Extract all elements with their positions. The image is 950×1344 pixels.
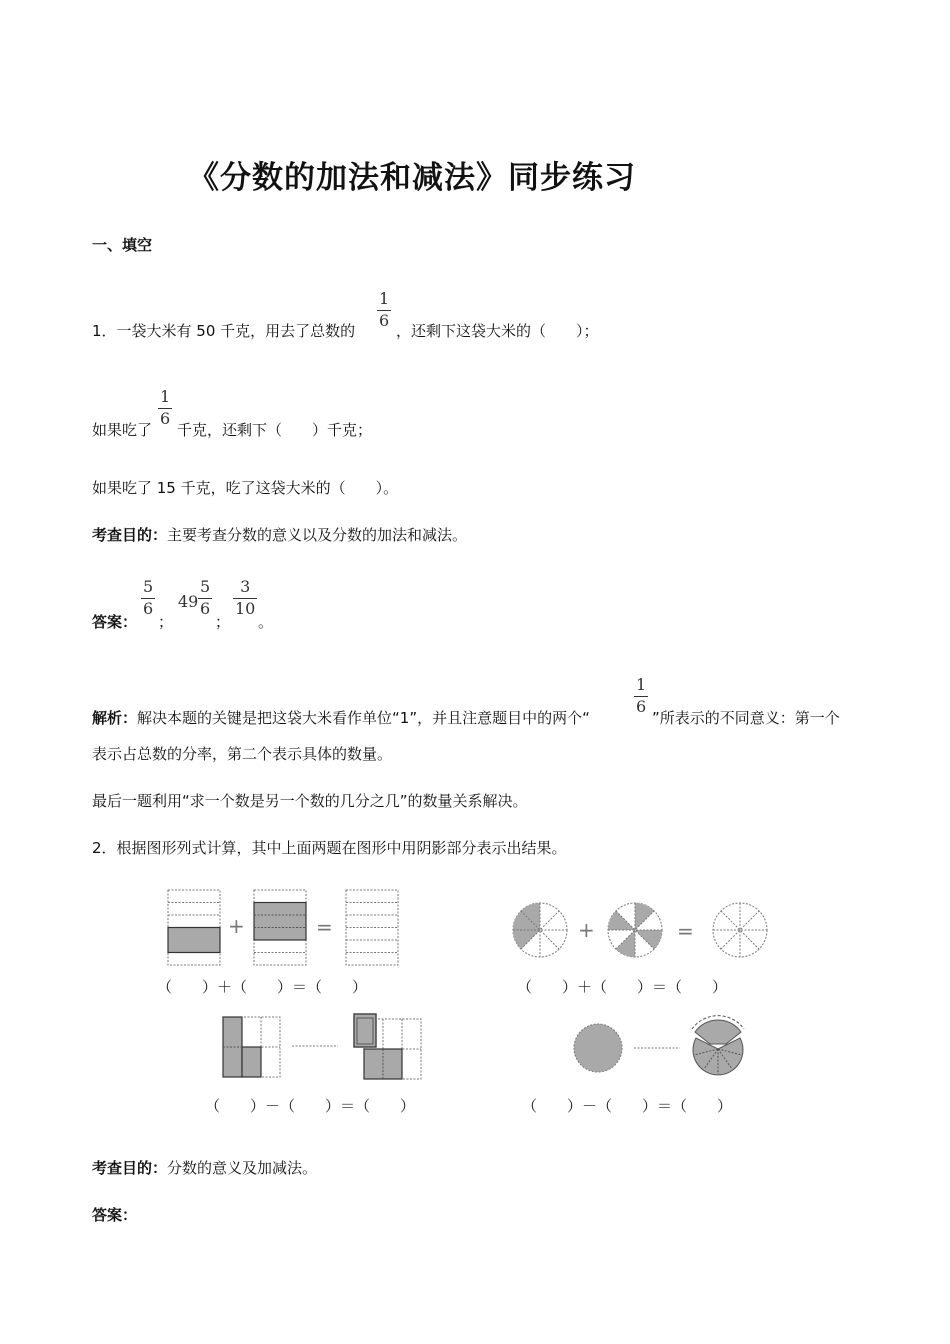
q1-line1 xyxy=(92,320,355,341)
analysis-fraction xyxy=(634,676,648,716)
purpose-label: 考查目的： xyxy=(92,1159,168,1177)
purpose-text: 主要考查分数的意义以及分数的加法和减法。 xyxy=(167,526,468,544)
eq-circle-addition: （ ）＋（ ）＝（ ） xyxy=(517,978,728,996)
purpose-2 xyxy=(92,1157,317,1178)
section-heading: 一、填空 xyxy=(92,236,153,254)
answer-whole-number: 49 xyxy=(178,592,199,611)
analysis-1-line3: 最后一题利用“求一个数是另一个数的几分之几”的数量关系解决。 xyxy=(92,792,528,810)
answer-end: 。 xyxy=(258,613,274,631)
fraction-denominator: 6 xyxy=(143,599,154,618)
answer-sep-2: ； xyxy=(215,613,231,631)
answer-fraction-3 xyxy=(233,578,257,618)
answer-sep-1: ； xyxy=(158,613,174,631)
answer-1-label: 答案： xyxy=(92,613,138,631)
analysis-label: 解析： xyxy=(92,709,138,727)
eq-circle-subtraction: （ ）－（ ）＝（ ） xyxy=(522,1097,733,1115)
analysis-1-line2: 表示占总数的分率，第二个表示具体的数量。 xyxy=(92,745,393,763)
fraction-numerator: 5 xyxy=(143,577,154,596)
eq-rect-addition: （ ）＋（ ）＝（ ） xyxy=(157,978,368,996)
q1-line3: 如果吃了 15 千克，吃了这袋大米的（ ）。 xyxy=(92,479,399,497)
svg-text:=: = xyxy=(316,915,333,939)
fraction-numerator: 1 xyxy=(160,387,171,406)
answer-2-label: 答案： xyxy=(92,1206,138,1224)
svg-text:=: = xyxy=(677,919,694,943)
q1-line2-pre: 如果吃了 xyxy=(92,421,153,439)
fraction-denominator: 6 xyxy=(636,697,647,716)
purpose-text: 分数的意义及加减法。 xyxy=(167,1159,318,1177)
page-title: 《分数的加法和减法》同步练习 xyxy=(188,160,636,196)
circle-subtraction-figure xyxy=(560,1012,760,1082)
analysis-1-line1 xyxy=(92,707,590,728)
q1-line1-post: ，还剩下这袋大米的（ ）； xyxy=(396,322,599,340)
q1-line1-pre: 1．一袋大米有 50 千克，用去了总数的 xyxy=(92,322,356,340)
svg-text:+: + xyxy=(228,914,245,938)
square-subtraction-figure xyxy=(218,1010,433,1090)
rect-addition-figure xyxy=(160,885,420,970)
q2-text: 2．根据图形列式计算，其中上面两题在图形中用阴影部分表示出结果。 xyxy=(92,839,567,857)
fraction-denominator: 6 xyxy=(160,409,171,428)
fraction-numerator: 1 xyxy=(636,675,647,694)
q1-fraction-2 xyxy=(158,388,172,428)
fraction-numerator: 3 xyxy=(240,577,251,596)
purpose-1 xyxy=(92,524,467,545)
fraction-denominator: 6 xyxy=(379,311,390,330)
circle-addition-figure xyxy=(505,895,775,965)
purpose-label: 考查目的： xyxy=(92,526,168,544)
svg-text:+: + xyxy=(578,918,595,942)
fraction-denominator: 10 xyxy=(235,599,256,618)
analysis-text-pre: 解决本题的关键是把这袋大米看作单位“1”，并且注意题目中的两个“ xyxy=(137,709,590,727)
eq-square-subtraction: （ ）－（ ）＝（ ） xyxy=(205,1097,416,1115)
analysis-text-post: ”所表示的不同意义：第一个 xyxy=(652,709,840,727)
fraction-numerator: 5 xyxy=(200,577,211,596)
answer-fraction-2 xyxy=(198,578,212,618)
answer-fraction-1 xyxy=(141,578,155,618)
fraction-denominator: 6 xyxy=(200,599,211,618)
q1-fraction-1 xyxy=(377,290,391,330)
q1-line2-post: 千克，还剩下（ ）千克； xyxy=(177,421,373,439)
fraction-numerator: 1 xyxy=(379,289,390,308)
